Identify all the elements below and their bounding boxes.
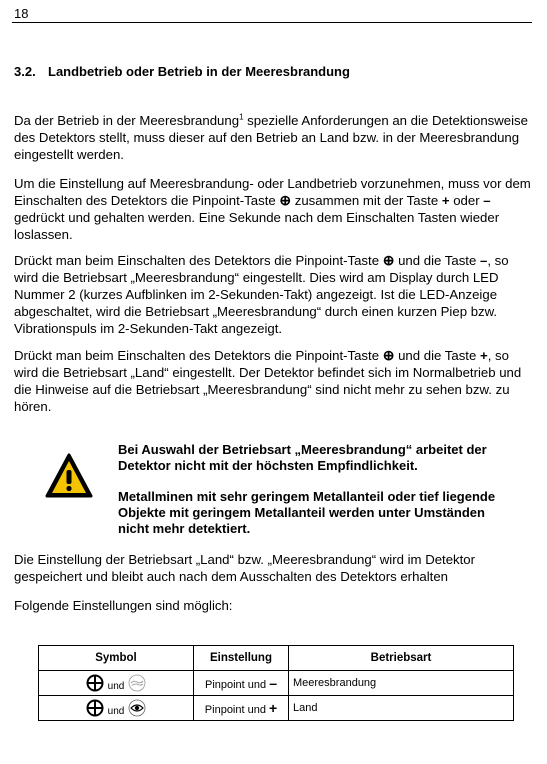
minus-key: – — [483, 193, 491, 208]
section-title-text: Landbetrieb oder Betrieb in der Meeresbrandung — [48, 64, 350, 79]
pinpoint-crosshair-icon — [86, 699, 104, 717]
header-symbol: Symbol — [39, 646, 194, 671]
table-row — [39, 671, 514, 696]
section-title — [14, 64, 350, 79]
paragraph-setup — [14, 175, 534, 243]
plus-key: + — [479, 348, 488, 363]
und-label: und — [107, 705, 125, 717]
pinpoint-crosshair-icon — [86, 674, 104, 692]
text-span: zusammen mit der Taste — [291, 193, 442, 208]
text-span: Um die Einstellung auf Meeresbrandung- oder Landbetrieb vorzunehmen, muss vor dem Einschalten des Detektors die Pinpoint-Taste — [14, 176, 531, 208]
mode-cell: Meeresbrandung — [289, 671, 514, 696]
text-span: , so wird die Betriebsart „Land“ eingestellt. Der Detektor befindet sich im Normalbetrieb und die Hinweise auf die Betriebsart „Meeresbrandung“ sind nicht mehr zu sehen bzw. zu hören. — [14, 348, 522, 414]
text-span: und die Taste — [394, 253, 480, 268]
plus-key: + — [269, 700, 278, 716]
header-setting: Einstellung — [194, 646, 289, 671]
header-rule — [12, 22, 532, 23]
warning-text-sensitivity: Bei Auswahl der Betriebsart „Meeresbrandung“ arbeitet der Detektor nicht mit der höchsten Empfindlichkeit. — [118, 442, 487, 473]
page-number: 18 — [14, 6, 29, 21]
paragraph-storage: Die Einstellung der Betriebsart „Land“ bzw. „Meeresbrandung“ wird im Detektor gespeichert und bleibt auch nach dem Ausschalten des Detektors erhalten — [14, 552, 476, 584]
setting-cell — [194, 696, 289, 721]
footnote-marker: 1 — [239, 112, 244, 122]
warning-triangle-icon — [44, 452, 94, 500]
plus-key: + — [441, 193, 450, 208]
symbol-cell — [39, 696, 194, 721]
text-span: und die Taste — [394, 348, 480, 363]
paragraph-intro — [14, 112, 534, 163]
header-mode: Betriebsart — [289, 646, 514, 671]
setting-cell — [194, 671, 289, 696]
section-number: 3.2. — [14, 64, 36, 79]
pinpoint-crosshair-icon: ⊕ — [279, 192, 292, 208]
text-span: spezielle Anforderungen an die Detektionsweise des Detektors stellt, muss dieser auf den Betrieb an Land bzw. in der Meeresbrandung eingestellt werden. — [14, 113, 528, 162]
text-span: Drückt man beim Einschalten des Detektors die Pinpoint-Taste — [14, 253, 383, 268]
paragraph-surf-mode — [14, 252, 534, 337]
minus-key: – — [269, 675, 277, 691]
table-row — [39, 696, 514, 721]
pinpoint-crosshair-icon: ⊕ — [382, 252, 395, 268]
paragraph-options-intro: Folgende Einstellungen sind möglich: — [14, 598, 233, 613]
text-span: Drückt man beim Einschalten des Detektors die Pinpoint-Taste — [14, 348, 383, 363]
symbol-cell — [39, 671, 194, 696]
setting-text: Pinpoint und — [204, 704, 270, 716]
settings-table — [38, 645, 514, 721]
text-span: Da der Betrieb in der Meeresbrandung — [14, 113, 240, 128]
table-header-row — [39, 646, 514, 671]
paragraph-land-mode — [14, 347, 534, 415]
pinpoint-crosshair-icon: ⊕ — [382, 347, 395, 363]
text-span: , so wird die Betriebsart „Meeresbrandung“ eingestellt. Dies wird am Display durch LED Nummer 2 (kurzes Aufblinken im 2-Sekunden-Takt) angezeigt. Ist die LED-Anzeige abgeschaltet, wird die Betriebsart „Meeresbrandung“ durch einen kurzen Piep bzw. Vibrationspuls im 2-Sekunden-Takt angezeigt. — [14, 253, 509, 336]
und-label: und — [107, 680, 125, 692]
text-span: oder — [449, 193, 484, 208]
minus-key: – — [479, 253, 488, 268]
mode-cell: Land — [289, 696, 514, 721]
text-span: gedrückt und gehalten werden. Eine Sekunde nach dem Einschalten Tasten wieder loslassen. — [14, 210, 500, 242]
setting-text: Pinpoint und — [204, 679, 270, 691]
warning-text-mines: Metallminen mit sehr geringem Metallanteil oder tief liegende Objekte mit geringem Metallanteil werden unter Umständen nicht mehr detektiert. — [118, 489, 496, 536]
eye-icon — [128, 699, 146, 717]
surf-wave-icon — [128, 674, 146, 692]
